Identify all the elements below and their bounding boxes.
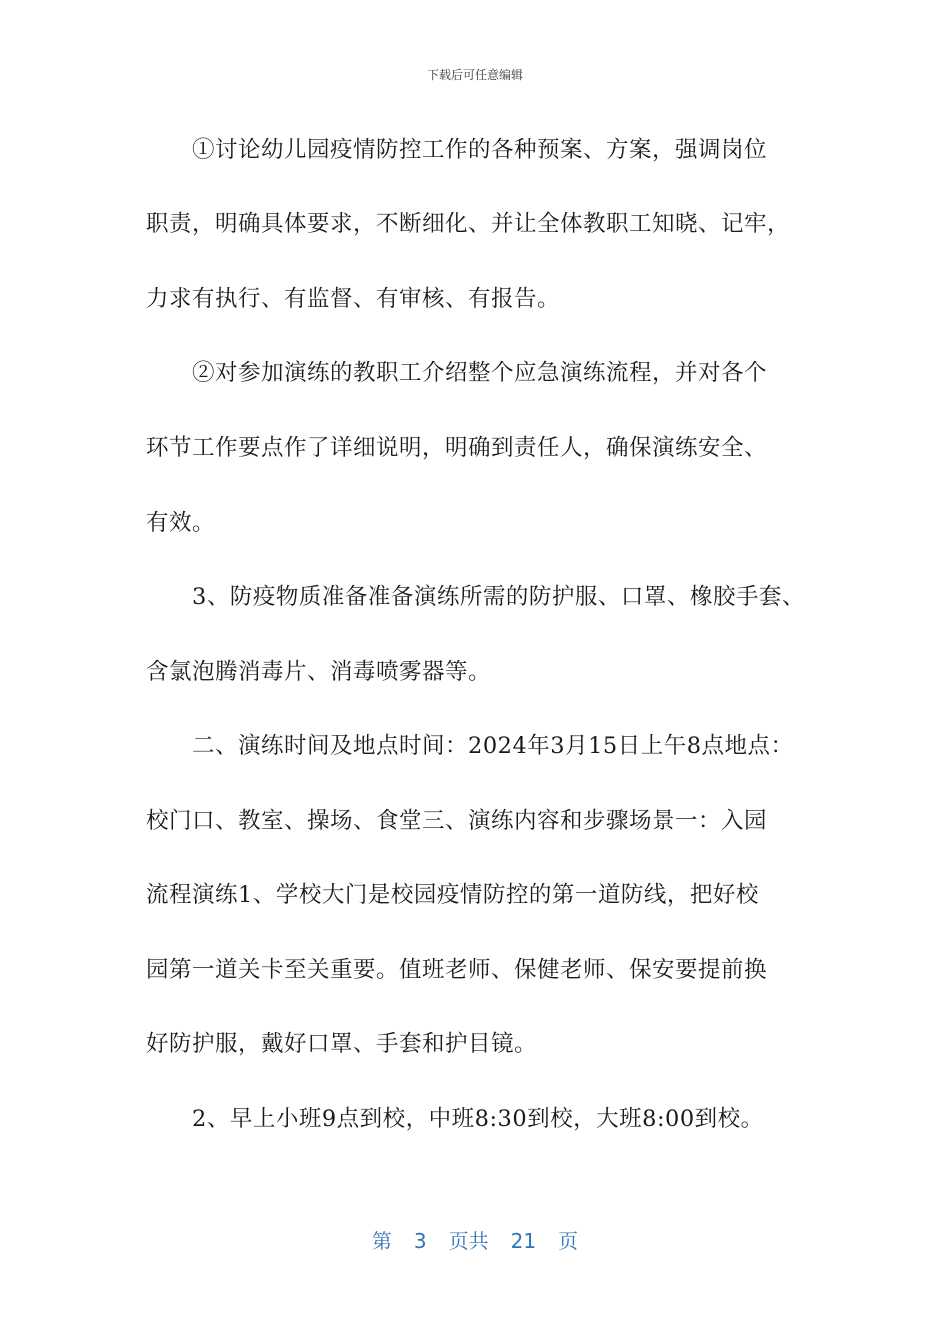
paragraph-line: 2、早上小班9点到校，中班8:30到校，大班8:00到校。 [192,1106,764,1132]
paragraph-line: 流程演练1、学校大门是校园疫情防控的第一道防线，把好校 [146,882,759,908]
footer-middle: 页共 [448,1229,489,1253]
paragraph-line: 园第一道关卡至关重要。值班老师、保健老师、保安要提前换 [146,957,768,983]
paragraph-line: 力求有执行、有监督、有审核、有报告。 [146,286,561,312]
paragraph-line: 3、防疫物质准备准备演练所需的防护服、口罩、橡胶手套、 [192,584,805,610]
footer-total-pages: 21 [510,1229,537,1253]
paragraph-line: ②对参加演练的教职工介绍整个应急演练流程，并对各个 [192,360,768,386]
paragraph-line: 职责，明确具体要求，不断细化、并让全体教职工知晓、记牢， [146,211,791,237]
paragraph-line: 校门口、教室、操场、食堂三、演练内容和步骤场景一：入园 [146,808,768,834]
paragraph-line: ①讨论幼儿园疫情防控工作的各种预案、方案，强调岗位 [192,137,768,163]
footer-current-page: 3 [413,1229,427,1253]
footer-suffix: 页 [558,1229,579,1253]
paragraph-line: 有效。 [146,510,216,536]
paragraph-line: 好防护服，戴好口罩、手套和护目镜。 [146,1031,538,1057]
page-footer [0,1225,950,1254]
paragraph-line: 含氯泡腾消毒片、消毒喷雾器等。 [146,659,492,685]
paragraph-line: 环节工作要点作了详细说明，明确到责任人，确保演练安全、 [146,435,768,461]
page-header: 下载后可任意编辑 [426,68,523,82]
paragraph-line: 二、演练时间及地点时间：2024年3月15日上午8点地点： [192,733,794,759]
footer-prefix: 第 [371,1229,392,1253]
